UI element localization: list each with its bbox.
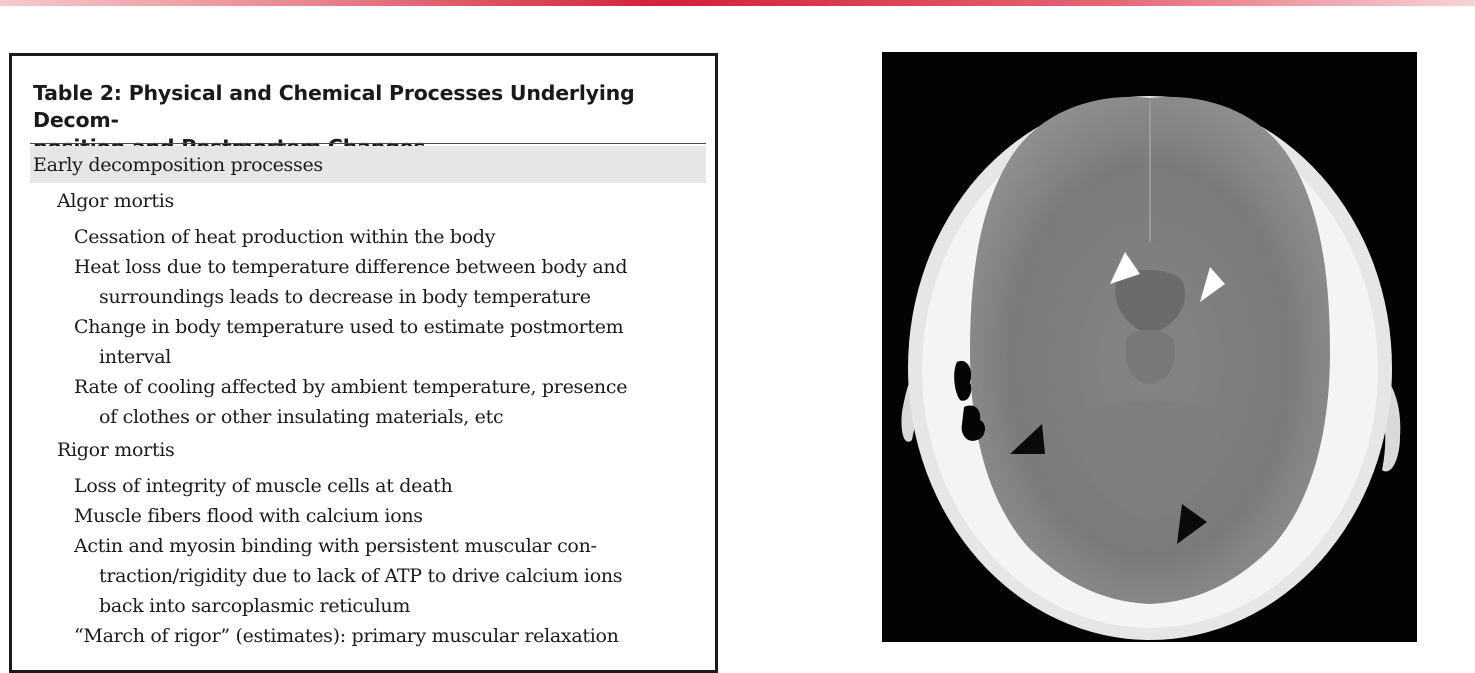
subsection-heading: Rigor mortis bbox=[57, 439, 175, 461]
ct-scan-image bbox=[882, 52, 1417, 642]
ct-scan-graphic bbox=[882, 52, 1417, 642]
list-item-continuation: interval bbox=[99, 346, 172, 368]
list-item: “March of rigor” (estimates): primary muscular relaxation bbox=[74, 625, 619, 647]
list-item: Change in body temperature used to estimate postmortem bbox=[74, 316, 624, 338]
list-item-continuation: surroundings leads to decrease in body temperature bbox=[99, 286, 591, 308]
section-header-row bbox=[30, 146, 706, 183]
top-accent-bar bbox=[0, 0, 1475, 6]
title-divider bbox=[30, 143, 706, 144]
table-panel bbox=[9, 53, 718, 673]
table-title-line-1: Table 2: Physical and Chemical Processes Underlying Decom- bbox=[33, 81, 635, 132]
list-item: Rate of cooling affected by ambient temperature, presence bbox=[74, 376, 628, 398]
list-item: Muscle fibers flood with calcium ions bbox=[74, 505, 423, 527]
list-item: Heat loss due to temperature difference between body and bbox=[74, 256, 628, 278]
list-item-continuation: back into sarcoplasmic reticulum bbox=[99, 595, 411, 617]
list-item: Actin and myosin binding with persistent muscular con- bbox=[74, 535, 597, 557]
subsection-heading: Algor mortis bbox=[57, 190, 174, 212]
list-item-continuation: traction/rigidity due to lack of ATP to drive calcium ions bbox=[99, 565, 623, 587]
list-item: Loss of integrity of muscle cells at death bbox=[74, 475, 453, 497]
section-header-label: Early decomposition processes bbox=[33, 154, 323, 176]
list-item: Cessation of heat production within the body bbox=[74, 226, 496, 248]
list-item-continuation: of clothes or other insulating materials, etc bbox=[99, 406, 504, 428]
